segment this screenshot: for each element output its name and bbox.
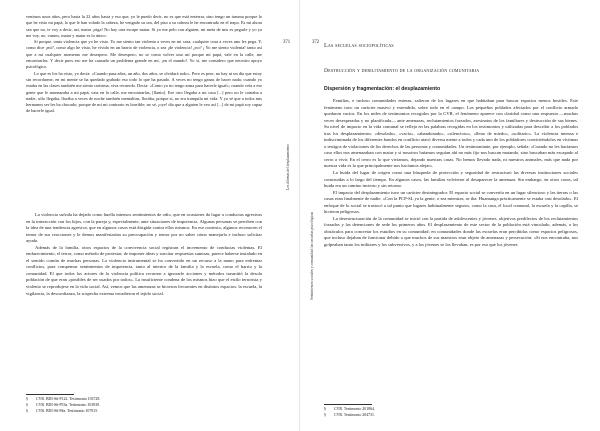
body-paragraph: La desestructuración de la comunidad se inició con la partida de adolescentes y jóvenes, objetivos predilectos de los reclutamientos forzados y las detenciones de sede los primeros años. El desplazamiento de este sector de la población está vinculado, además, a los obstáculos para concretar los estudios en su comunidad; en comunidades donde las escuelas eran percibidas como espacios peligrosos, que incluso dejaban de funcionar debido a que muchos de sus maestros eran objeto de amenazas y persecución: «Si nos encontraba, nos golpeaban tanto los militares y los subversivos, y a los jóvenes se los llevaban, es por eso que los jóvenes [324,215,578,248]
right-footnotes [324,407,578,419]
footnote: § CVR. BDI-S#-P#a. Testimonio 107815. [26,408,99,413]
left-page-number: 371 [283,40,291,45]
testimony-quote-block [26,14,262,115]
footnote: § CVR. Testimonio 201864. [324,407,375,411]
footnote: § CVR. BDI-S#-P53a. Testimonio 103939. [26,402,101,407]
quote-paragraph: venimos unos años, pero hasta la 22 años hasta y eso que, yo le puedo decir, no es que está enterrar, sino tengo un trauma porque lo que he visto mi papá, lo que le han volado la cabeza, he vengado su sea, del piso a su cabeza le he encontrado en el trapo. Es mi ahora sea que no, te voy a decir, así, matar ¡oiga! No hay otra escape matar. Si yo me pelo con alguien, mi meta de mis es pegarle y yo ya me voy, no, vamos, matar y matar es lo único. [26,14,262,38]
quote-paragraph: Sí porque, tanta violencia que yo he visto. Yo me siento tan violenta a veces en mi casa, cualquier cosa a veces uno les pega. Y, como dice ¡mi?, como algo he visto, he vivido en un barrio de violencia, o sea ¡de violencia! ¿no? ¡ Yo me siento violenta! tanto así que a mi cualquier momento me desespero. Me desespero; no se como volver una así porque mi papá, vale en la calle, me encontrarlas. Y decir pues eso me ha causado un problema grande en mí, ¡en el mundo!. Yo sí, me considero que necesito apoyo psicológico. [26,39,262,70]
footnote-rule [26,394,74,395]
right-side-label: Sentimientos sociales y comunidad: las secuelas psicológicas [310,211,314,300]
body-paragraph: El impacto del desplazamiento tuvo un carácter desintegrador. El espacio social se convertía en un lugar silencioso y las tierras o las casas eran finalmente de nadie. «Con la PCP-SL ya la gente, o sea mientras, se iba. Huamanga prácticamente se estaba casi desolado». El enfoque de lo social se trastocó a tal punto que lugares habitualmente seguros, como la casa, el local comunal, la escuela y la capilla, se hicieron peligrosos. [324,189,578,215]
body-paragraph: Familias, e incluso comunidades enteras, salieron de los lugares en que habitaban para buscar espacios menos hostiles. Este fenómeno tuvo un carácter masivo y extendido, sobre todo en el campo. Los pequeños poblados afectados por el conflicto armado quedaron vacíos. En los miles de testimonios recogidos por la CVR, el fenómeno aparece con claridad como una respuesta —muchas veces desesperadas y no planificada— ante amenazas, reclutamientos forzados, asesinatos de los familiares y destrucción de sus bienes. Su nivel de impacto en la vida comunal se refleja en las palabras recogidas en los testimonios y utilizadas para describir a los poblados tras los desplazamientos: «desolado», «vacío», «abandonado», «silencioso», «lleno de miedo», «solitario». La violencia intensa e indiscriminada de los diferentes bandos en conflicto atacó diversa mente a todos y cada uno de los pobladores convirtiéndolos en víctimas o testigos de violaciones de los derechos de las personas y comunidades. Un testimoniante, por ejemplo, señala: «Cuando no les hacíamos caso ellos nos amenazaban con matar y si nosotros huíamos seguían ahí no más fijo nos buscan matando, sino buscaban más escapado al cerro a vivir. En el cerro es lo que vivíamos, dejando nuestras casas. No hemos llevado nada, ni nuestros animales, más que nada por nuestra vida es lo que principalmente nos hacíamos alejar». [324,98,578,169]
quote-paragraph: Lo que es los ha visto, yo decía: «Cuando pasa años, un año, dos años, se olvidará todo». Pero es peor, no hay ni un día que estoy sin recordarme, en mi mente se ha quedado grabado eso todo lo que ha pasado. A veces no tengo ganas de hacer nada; cuando yo estaba en las clases también me siento rarísima, viva recuerdo. Decía: «Como yo no tengo arma para hacerle igual»; cuando veía a ese gente que le amenazaba a mi papá, vaia en la calle, me encontrarlas, [llanto]. Ese otro llegaba a mi casa [...] pero no le contaba a nadie, sólo llegaba, llorába a veces de noche también mentalitas, llorába, porque si, no era tranquila mi vida. Y yo sé que a todos mis hermanos ser les ha chocado; porque de mi mi contrario es horrible; no sé, ¡oye! día que a alguien le veo así [...] de mi papá soy capaz de hacerle igual. [26,70,262,114]
left-side-label: Los dilemas del desplazamiento [286,143,290,190]
running-head: Las secuelas sociopolíticas [324,43,394,49]
subheading: Dispersión y fragmentación: el desplazamiento [324,86,441,92]
right-page-number: 372 [312,40,320,45]
footnote: § CVR. BDI-S#-P122. Testimonio 103728. [26,397,101,401]
left-footnotes [26,397,262,415]
right-body-text [324,98,578,249]
footnote-rule [324,404,372,405]
footnote: § CVR. Testimonio 204731. [324,412,375,417]
right-page [300,0,600,431]
left-body-text [26,212,262,297]
section-title: Destrucción y debilitamiento de la organización comunitaria [324,68,480,74]
body-paragraph: Además de la familia, otros espacios de la convivencia social registran el incremento de conductas violentas. El endurecimiento, el terror, como método de protestar, de imponer ideas y suscitar respuestas sumisas, parece haberse instalado en el sentido común de muchas personas. La violencia instrumental se ha convertido en un recurso a la mano para enfrentar conflictos, para compensar sentimientos de impotencia, tanto al interior de la familia y la escuela, como el barrio y la comunidad. El que todos los actores de la violencia política recurren a ignorarle acciones y métodos trasmitió la desola población de que eran «posibles de ser usados por todos». La insuficiente condena de los mismos hizo que el estilo terrorista y violento se reprodujese en la vida social. Así, vemos que las amenazas se hicieron frecuentes en distintos espacios: la escuela, la vigilancia, la desconfianza, la sospecha extrema invadieron el tejido social. [26,244,263,296]
body-paragraph: La huida del lugar de origen como una búsqueda de protección y seguridad de restructuró las diversas instituciones sociales construidas a lo largo del tiempo. En algunos casos, las familias volvieron al desaparecer la amenaza. Sin embargo, en otros casos, tal huida era un camino incierto y sin retorno. [324,170,578,189]
body-paragraph: La violencia sufrida ha dejado como huella intensos sentimientos de odio, que en ocasiones da lugar a conductas agresivas en la interacción con los hijos, con la pareja y, especialmente, ante situaciones de impotencia. Algunas personas se perciben con la idea de una tendencia agresiva, que en algunos casos está dirigida contra ellos mismos. En ese contexto, algunos reconocen el temor de sus reacciones y le demos manifestarían su preocupación y temor por no saber cómo manejarla e incluso solicitar ayuda. [26,212,262,244]
